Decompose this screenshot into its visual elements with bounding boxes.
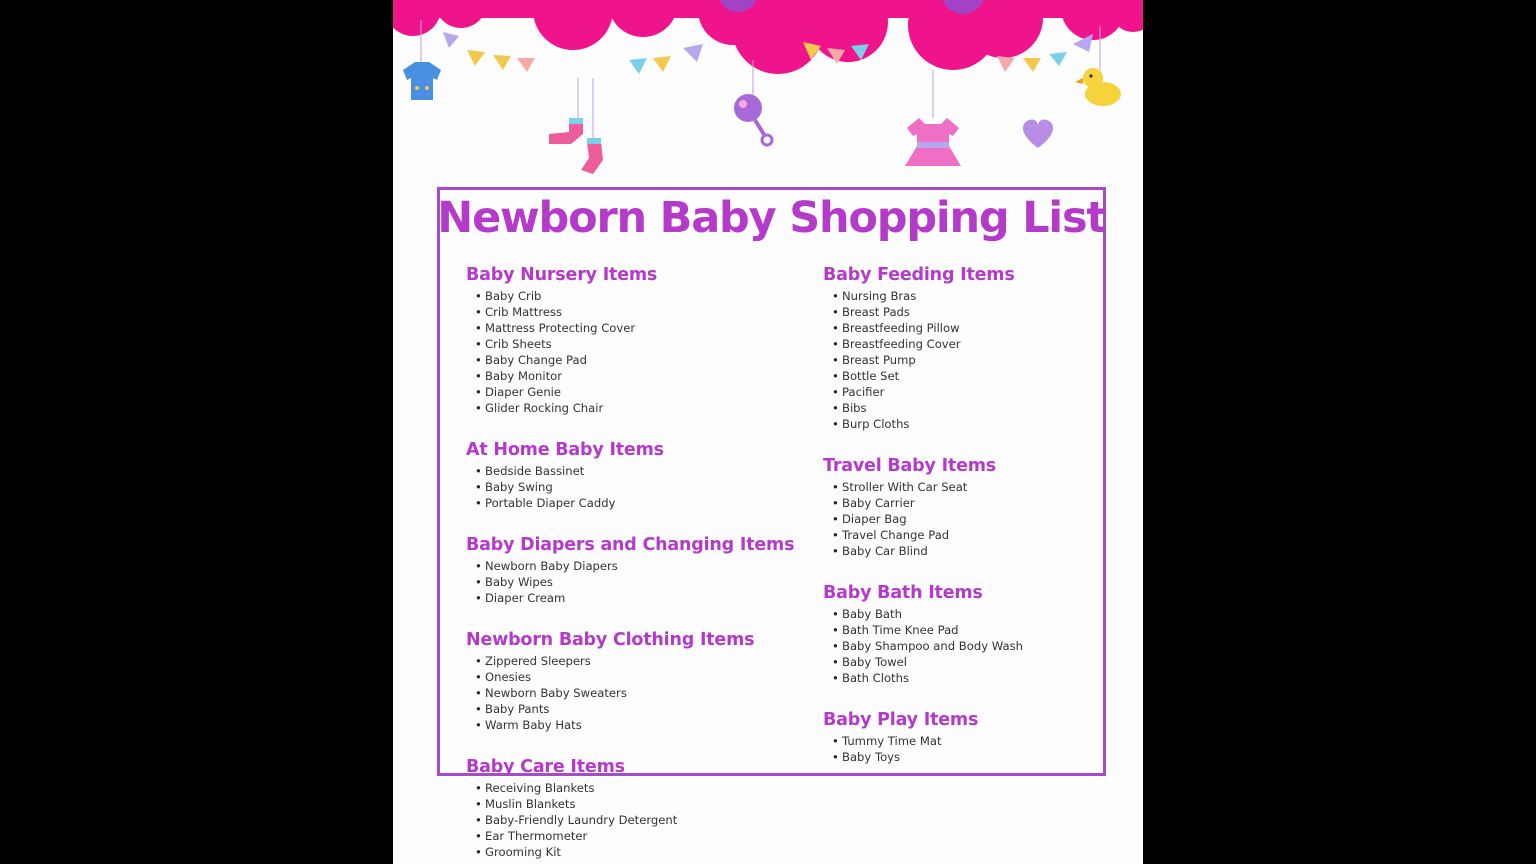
list-item: • Burp Cloths: [832, 416, 1123, 432]
list-item: • Breastfeeding Pillow: [832, 320, 1123, 336]
section-heading: Baby Play Items: [823, 710, 979, 730]
list-item: • Baby Change Pad: [475, 352, 806, 368]
list-item: • Baby Monitor: [475, 368, 806, 384]
list-item: • Muslin Blankets: [475, 796, 806, 812]
section-care: [466, 754, 806, 860]
list-item: • Bibs: [832, 400, 1123, 416]
section-bath: [823, 580, 1123, 686]
dress-icon: [905, 118, 961, 166]
section-clothing: [466, 627, 806, 733]
section-travel: [823, 453, 1123, 559]
list-item: • Breast Pump: [832, 352, 1123, 368]
section-heading: Travel Baby Items: [823, 456, 996, 476]
header-decoration: [393, 0, 1143, 190]
socks-icon: [549, 118, 603, 174]
section-heading: Baby Bath Items: [823, 583, 983, 603]
list-item: • Warm Baby Hats: [475, 717, 806, 733]
list-item: • Diaper Genie: [475, 384, 806, 400]
list-item: • Baby Car Blind: [832, 543, 1123, 559]
section-feeding: [823, 262, 1123, 432]
list-item: • Receiving Blankets: [475, 780, 806, 796]
section-heading: Newborn Baby Clothing Items: [466, 630, 755, 650]
list-item: • Breastfeeding Cover: [832, 336, 1123, 352]
list-item: • Diaper Cream: [475, 590, 806, 606]
section-heading: Baby Nursery Items: [466, 265, 658, 285]
section-heading: At Home Baby Items: [466, 440, 664, 460]
list-item: • Baby Carrier: [832, 495, 1123, 511]
document-page: [393, 0, 1143, 864]
list-item: • Diaper Bag: [832, 511, 1123, 527]
list-item: • Newborn Baby Sweaters: [475, 685, 806, 701]
list-item: • Onesies: [475, 669, 806, 685]
list-item: • Baby Pants: [475, 701, 806, 717]
page-title: Newborn Baby Shopping List: [437, 193, 1106, 243]
list-item: • Baby-Friendly Laundry Detergent: [475, 812, 806, 828]
list-item: • Newborn Baby Diapers: [475, 558, 806, 574]
list-item: • Baby Toys: [832, 749, 1123, 765]
list-item: • Baby Towel: [832, 654, 1123, 670]
right-column: [823, 262, 1123, 765]
section-heading: Baby Feeding Items: [823, 265, 1015, 285]
list-item: • Portable Diaper Caddy: [475, 495, 806, 511]
list-item: • Breast Pads: [832, 304, 1123, 320]
list-item: • Stroller With Car Seat: [832, 479, 1123, 495]
list-item: • Bottle Set: [832, 368, 1123, 384]
list-item: • Baby Bath: [832, 606, 1123, 622]
list-item: • Bath Time Knee Pad: [832, 622, 1123, 638]
section-at-home: [466, 437, 806, 511]
heart-icon: [1023, 119, 1053, 148]
list-item: • Glider Rocking Chair: [475, 400, 806, 416]
list-item: • Crib Mattress: [475, 304, 806, 320]
list-item: • Bath Cloths: [832, 670, 1123, 686]
section-heading: Baby Care Items: [466, 757, 625, 777]
list-item: • Baby Swing: [475, 479, 806, 495]
list-item: • Baby Wipes: [475, 574, 806, 590]
section-heading: Baby Diapers and Changing Items: [466, 535, 795, 555]
list-item: • Ear Thermometer: [475, 828, 806, 844]
list-item: • Baby Crib: [475, 288, 806, 304]
onesie-icon: [403, 62, 441, 100]
list-item: • Nursing Bras: [832, 288, 1123, 304]
list-item: • Crib Sheets: [475, 336, 806, 352]
section-play: [823, 707, 1123, 765]
section-diapers: [466, 532, 806, 606]
list-item: • Grooming Kit: [475, 844, 806, 860]
duck-icon: [1075, 68, 1121, 106]
list-item: • Travel Change Pad: [832, 527, 1123, 543]
list-item: • Bedside Bassinet: [475, 463, 806, 479]
list-item: • Tummy Time Mat: [832, 733, 1123, 749]
left-column: [466, 262, 806, 860]
list-item: • Pacifier: [832, 384, 1123, 400]
rattle-icon: [734, 94, 772, 145]
section-nursery: [466, 262, 806, 416]
list-item: • Zippered Sleepers: [475, 653, 806, 669]
list-item: • Mattress Protecting Cover: [475, 320, 806, 336]
list-item: • Baby Shampoo and Body Wash: [832, 638, 1123, 654]
